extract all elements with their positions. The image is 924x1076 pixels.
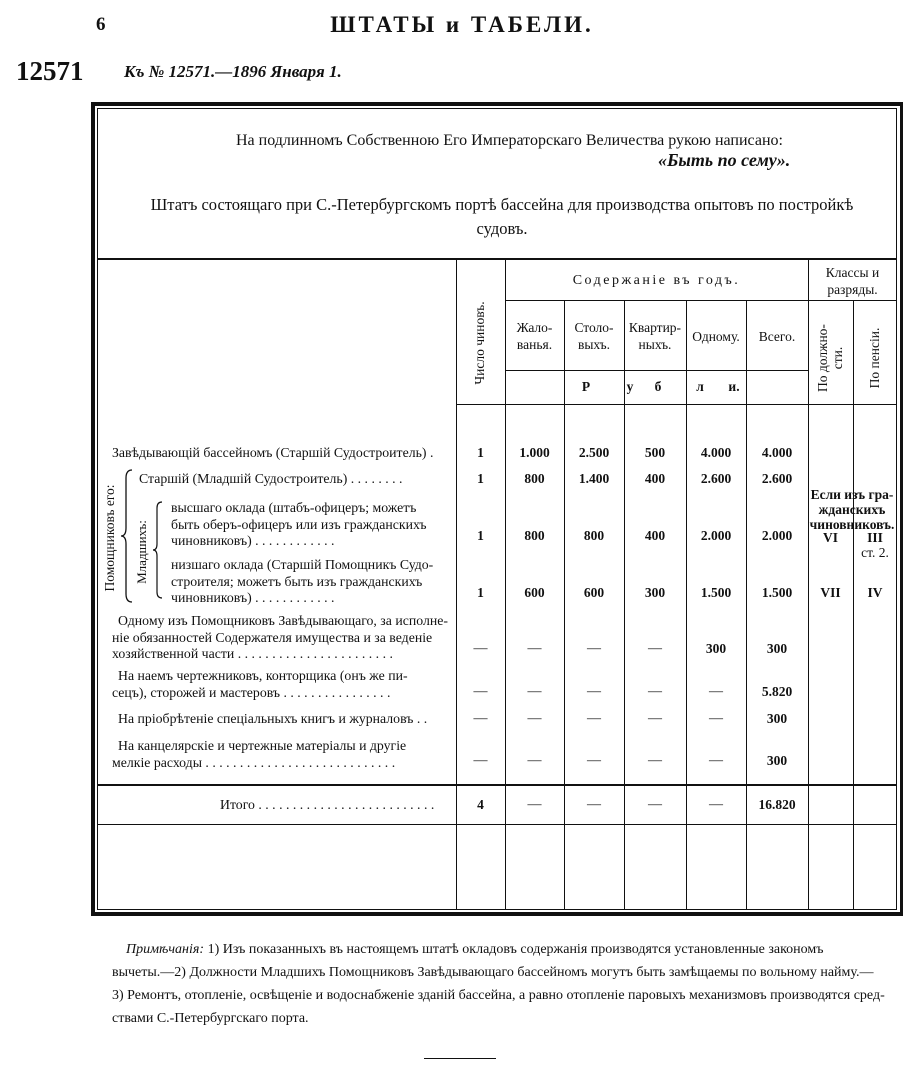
row-1-quarters: 500 <box>644 445 666 460</box>
classes-note: Если изъ гра- жданскихъ чиновниковъ. <box>809 487 895 532</box>
row-7-count: — <box>473 711 488 726</box>
row-7-label: На пріобрѣтеніе спеціальныхъ книгъ и журналовъ . . <box>118 711 428 726</box>
currency-letter-1: Р <box>581 379 591 394</box>
header-maintenance: Содержаніе въ годъ. <box>572 273 741 288</box>
row-4-salary: 600 <box>524 585 545 600</box>
document-reference: Къ № 12571.—1896 Января 1. <box>124 62 342 81</box>
row-3-quarters: 400 <box>644 528 666 543</box>
row-5-quarters: — <box>648 641 662 656</box>
row-6-count: — <box>473 684 488 699</box>
row-7-quarters: — <box>648 711 662 726</box>
total-quarters: — <box>648 797 662 812</box>
header-per-person: Одному. <box>692 329 740 344</box>
col-line-table <box>564 300 565 910</box>
row-5-count: — <box>473 641 488 656</box>
footnote-heading: Примѣчанія: <box>126 942 205 957</box>
row-2-label: Старшій (Младшій Судостроитель) . . . . . . . . <box>139 471 403 486</box>
row-4-table: 600 <box>583 585 605 600</box>
row-1-label: Завѣдывающій бассейномъ (Старшій Судостроитель) . <box>112 445 434 460</box>
footnote <box>112 938 902 1030</box>
group-label-assistants: Помощниковъ его: <box>102 484 117 592</box>
currency-letter-4: л <box>696 379 704 394</box>
row-8-total: 300 <box>766 753 788 768</box>
juniors-brace <box>150 500 170 600</box>
running-title: ШТАТЫ и ТАБЕЛИ. <box>330 12 594 37</box>
row-5-table: — <box>587 641 601 656</box>
row-4-label: низшаго оклада (Старшій Помощникъ Судо- строителя; можетъ быть изъ гражданскихъ чиновниковъ) . . . . . . . . . . . . <box>171 557 434 605</box>
row-7-per: — <box>709 711 723 726</box>
total-label: Итого . . . . . . . . . . . . . . . . . . . . . . . . . . <box>220 797 435 812</box>
row-1-per: 4.000 <box>700 445 732 460</box>
class-low-position: VII <box>820 585 841 600</box>
row-1-salary: 1.000 <box>519 445 550 460</box>
row-3-label: высшаго оклада (штабъ-офицеръ; можетъ быть оберъ-офицеръ или изъ гражданскихъ чиновниковъ) . . . . . . . . . . . . <box>171 500 427 548</box>
row-7-total: 300 <box>766 711 788 726</box>
row-7-salary: — <box>527 711 542 726</box>
staff-title-line1: Штатъ состоящаго при С.-Петербургскомъ портѣ бассейна для производства опытовъ по постройкѣ <box>150 195 854 214</box>
header-quarters: Квартир- ныхъ. <box>628 320 682 352</box>
footnote-line4: ствами С.-Петербургскаго порта. <box>112 1011 309 1026</box>
row-4-count: 1 <box>477 585 484 600</box>
footnote-line3: 3) Ремонтъ, отопленіе, освѣщеніе и водоснабженіе зданій бассейна, а равно отопленіе паровыхъ механизмовъ производятся сред- <box>112 988 885 1003</box>
row-5-per: 300 <box>705 641 727 656</box>
row-2-salary: 800 <box>524 471 545 486</box>
row-1-table: 2.500 <box>578 445 610 460</box>
row-2-quarters: 400 <box>644 471 666 486</box>
currency-letter-3: б <box>654 379 662 394</box>
header-by-position: По должно- сти. <box>815 324 845 392</box>
row-1-count: 1 <box>477 445 484 460</box>
row-4-total: 1.500 <box>761 585 793 600</box>
row-6-table: — <box>587 684 601 699</box>
total-count: 4 <box>477 797 484 812</box>
row-8-per: — <box>709 753 723 768</box>
row-5-label: Одному изъ Помощниковъ Завѣдывающаго, за исполне- ніе обязанностей Содержателя имущества и за веденіе хозяйственной части . . . . . . . . . . . . . . . . . . . . . . . <box>112 613 448 661</box>
total-table: — <box>587 797 601 812</box>
row-6-quarters: — <box>648 684 662 699</box>
currency-letter-5: и. <box>728 379 740 394</box>
col-line-per <box>686 300 687 910</box>
row-6-total: 5.820 <box>761 684 793 699</box>
row-5-salary: — <box>527 641 542 656</box>
header-table-money: Столо- выхъ. <box>574 320 614 352</box>
row-8-label: На канцелярскіе и чертежные матеріалы и другіе мелкіе расходы . . . . . . . . . . . . . . . . . . . . . . . . . . . . <box>112 738 407 770</box>
imperial-inscription: На подлинномъ Собственною Его Императорскаго Величества рукою написано: <box>236 132 783 149</box>
currency-letter-2: у <box>626 379 634 394</box>
row-8-salary: — <box>527 753 542 768</box>
row-3-salary: 800 <box>524 528 545 543</box>
class-high-pension: III <box>867 530 883 545</box>
row-8-table: — <box>587 753 601 768</box>
row-2-per: 2.600 <box>700 471 732 486</box>
class-low-pension: IV <box>867 585 883 600</box>
col-line-pension <box>853 300 854 910</box>
document-number: 12571 <box>16 56 84 86</box>
footnote-line1: 1) Изъ показанныхъ въ настоящемъ штатѣ окладовъ содержанія производятся установленные закономъ <box>207 942 824 957</box>
row-8-quarters: — <box>648 753 662 768</box>
row-2-total: 2.600 <box>761 471 793 486</box>
row-6-label: На наемъ чертежниковъ, конторщика (онъ же пи- сецъ), сторожей и мастеровъ . . . . . . . . . . . . . . . . <box>112 668 408 700</box>
row-5-total: 300 <box>766 641 788 656</box>
class-high-position: VI <box>822 530 838 545</box>
row-2-table: 1.400 <box>578 471 610 486</box>
total-total: 16.820 <box>758 797 796 812</box>
row-3-count: 1 <box>477 528 484 543</box>
row-2-count: 1 <box>477 471 484 486</box>
row-3-per: 2.000 <box>700 528 732 543</box>
staff-title-line2: судовъ. <box>476 219 528 238</box>
end-rule <box>424 1058 496 1059</box>
table-top-rule <box>97 258 897 260</box>
header-total: Всего. <box>758 329 796 344</box>
imperial-resolution: «Быть по сему». <box>658 150 791 170</box>
row-6-per: — <box>709 684 723 699</box>
header-classes: Классы и разряды. <box>825 265 880 297</box>
total-salary: — <box>527 797 542 812</box>
row-3-table: 800 <box>583 528 605 543</box>
header-count: Число чиновъ. <box>472 301 487 385</box>
class-high-pension-extra: ст. 2. <box>861 545 889 560</box>
row-4-quarters: 300 <box>644 585 666 600</box>
total-per: — <box>709 797 723 812</box>
total-bottom-rule <box>97 824 897 825</box>
staff-title <box>112 193 892 241</box>
footnote-line2: вычеты.—2) Должности Младшихъ Помощниковъ Завѣдывающаго бассейномъ могутъ быть замѣщаемы по вольному найму.— <box>112 965 874 980</box>
row-7-table: — <box>587 711 601 726</box>
page-number: 6 <box>96 14 106 35</box>
header-salary: Жало- ванья. <box>516 320 553 352</box>
total-top-rule <box>97 784 897 786</box>
header-by-pension: По пенсіи. <box>867 327 882 389</box>
row-6-salary: — <box>527 684 542 699</box>
row-4-per: 1.500 <box>700 585 732 600</box>
group-label-juniors: Младшихъ: <box>134 520 149 584</box>
row-8-count: — <box>473 753 488 768</box>
maintenance-subrule <box>505 300 808 301</box>
col-line-classes <box>808 258 809 910</box>
row-3-total: 2.000 <box>761 528 793 543</box>
row-1-total: 4.000 <box>761 445 793 460</box>
currency-rule-top <box>505 370 808 371</box>
col-line-total <box>746 300 747 910</box>
